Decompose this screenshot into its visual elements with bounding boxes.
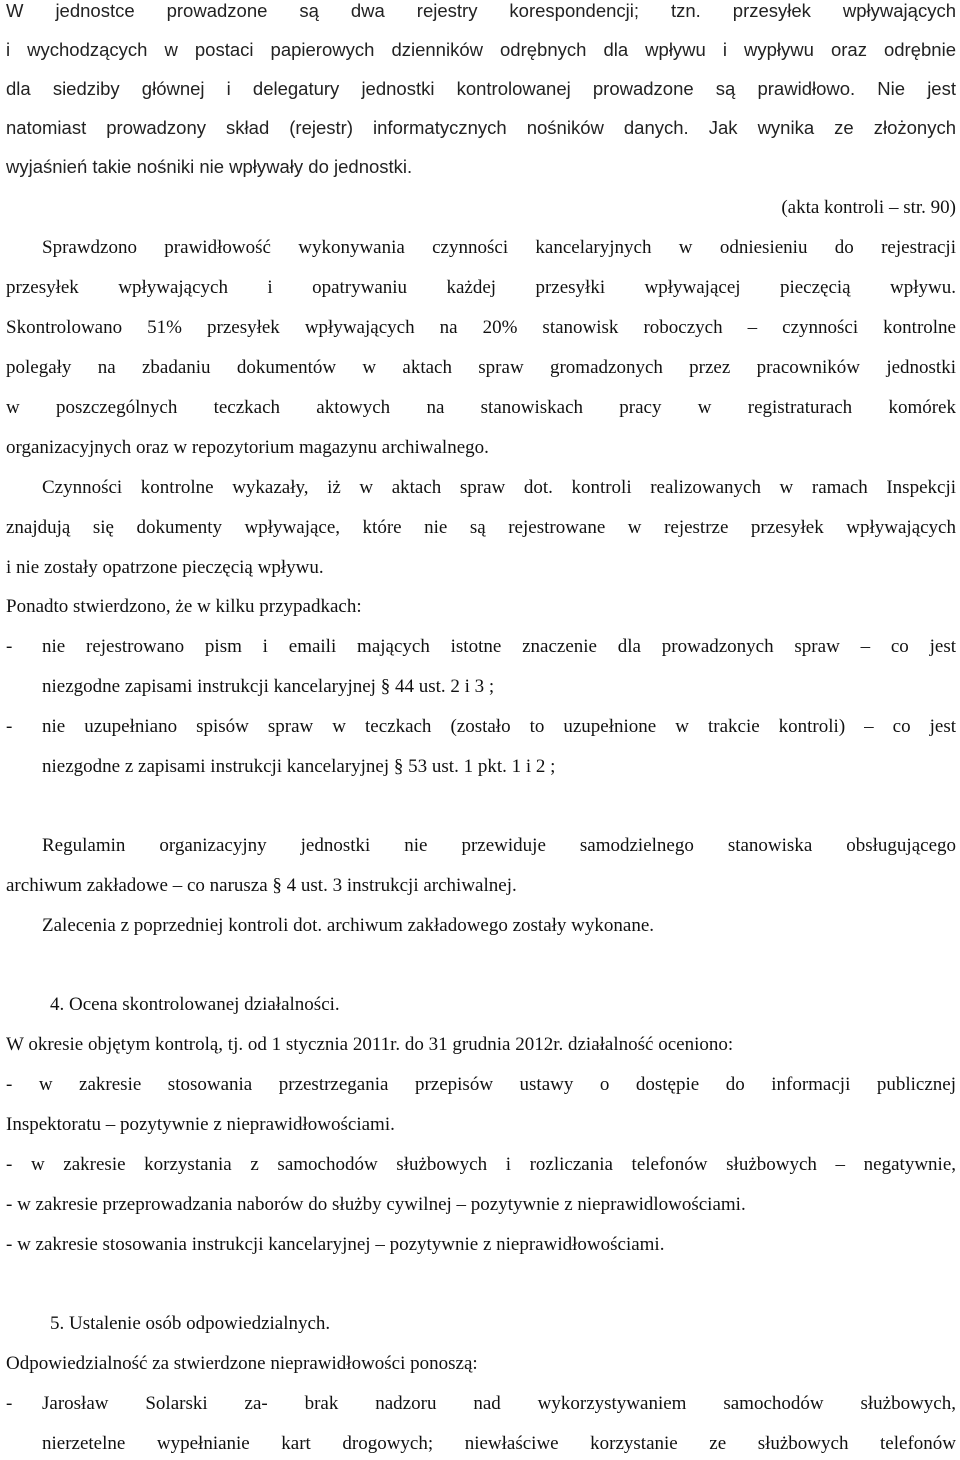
section-heading: 4. Ocena skontrolowanej działalności. <box>50 994 340 1015</box>
list-item <box>6 1390 956 1418</box>
list-dash: - <box>6 636 13 657</box>
paragraph-line: Ponadto stwierdzono, że w kilku przypadkach: <box>6 596 362 617</box>
paragraph-line: Odpowiedzialność za stwierdzone nieprawidłowości ponoszą: <box>6 1353 478 1374</box>
paragraph-line: - w zakresie przeprowadzania naborów do służby cywilnej – pozytywnie z nieprawidlowościami. <box>6 1194 746 1215</box>
list-dash: - <box>6 716 13 737</box>
paragraph-line: Zalecenia z poprzedniej kontroli dot. archiwum zakładowego zostały wykonane. <box>42 915 654 936</box>
paragraph-line: - w zakresie korzystania z samochodów służbowych i rozliczania telefonów służbowych – negatywnie, <box>6 1154 956 1175</box>
paragraph-line: polegały na zbadaniu dokumentów w aktach spraw gromadzonych przez pracowników jednostki <box>6 357 956 378</box>
paragraph-line: Czynności kontrolne wykazały, iż w aktach spraw dot. kontroli realizowanych w ramach Inspekcji <box>42 477 956 498</box>
paragraph-line: Regulamin organizacyjny jednostki nie przewiduje samodzielnego stanowiska obsługującego <box>42 835 956 856</box>
paragraph-line: w poszczególnych teczkach aktowych na stanowiskach pracy w registraturach komórek <box>6 397 956 418</box>
list-item-continuation: niezgodne z zapisami instrukcji kancelaryjnej § 53 ust. 1 pkt. 1 i 2 ; <box>42 756 556 777</box>
paragraph-line: i nie zostały opatrzone pieczęcią wpływu. <box>6 557 324 578</box>
paragraph-line: Sprawdzono prawidłowość wykonywania czynności kancelaryjnych w odniesieniu do rejestracji <box>42 237 956 258</box>
paragraph-line: Skontrolowano 51% przesyłek wpływających na 20% stanowisk roboczych – czynności kontrolne <box>6 317 956 338</box>
paragraph-line: natomiast prowadzony skład (rejestr) informatycznych nośników danych. Jak wynika ze złożonych <box>6 117 956 138</box>
paragraph-line: przesyłek wpływających i opatrywaniu każdej przesyłki wpływającej pieczęcią wpływu. <box>6 277 956 298</box>
paragraph-line: - w zakresie stosowania instrukcji kancelaryjnej – pozytywnie z nieprawidłowościami. <box>6 1234 665 1255</box>
list-item-text: Jarosław Solarski za- brak nadzoru nad wykorzystywaniem samochodów służbowych, <box>42 1393 956 1414</box>
paragraph-line: dla siedziby głównej i delegatury jednostki kontrolowanej prowadzone są prawidłowo. Nie jest <box>6 78 956 99</box>
list-dash: - <box>6 1393 13 1414</box>
paragraph-line: W okresie objętym kontrolą, tj. od 1 stycznia 2011r. do 31 grudnia 2012r. działalność oceniono: <box>6 1034 734 1055</box>
list-item-continuation: niezgodne zapisami instrukcji kancelaryjnej § 44 ust. 2 i 3 ; <box>42 676 495 697</box>
section-heading: 5. Ustalenie osób odpowiedzialnych. <box>50 1313 331 1334</box>
paragraph-line: - w zakresie stosowania przestrzegania przepisów ustawy o dostępie do informacji publicznej <box>6 1074 956 1095</box>
file-reference: (akta kontroli – str. 90) <box>781 197 956 218</box>
list-item <box>6 713 956 741</box>
list-item-continuation: nierzetelne wypełnianie kart drogowych; niewłaściwe korzystanie ze służbowych telefonów <box>42 1433 956 1454</box>
paragraph-line: W jednostce prowadzone są dwa rejestry korespondencji; tzn. przesyłek wpływających <box>6 0 956 21</box>
list-item-text: nie rejestrowano pism i emaili mających istotne znaczenie dla prowadzonych spraw – co jest <box>42 636 956 657</box>
list-item <box>6 633 956 661</box>
paragraph-line: organizacyjnych oraz w repozytorium magazynu archiwalnego. <box>6 437 489 458</box>
paragraph-line: Inspektoratu – pozytywnie z nieprawidłowościami. <box>6 1114 395 1135</box>
list-item-text: nie uzupełniano spisów spraw w teczkach (zostało to uzupełnione w trakcie kontroli) – co jest <box>42 716 956 737</box>
paragraph-line: i wychodzących w postaci papierowych dzienników odrębnych dla wpływu i wypływu oraz odrębnie <box>6 39 956 60</box>
paragraph-line: znajdują się dokumenty wpływające, które nie są rejestrowane w rejestrze przesyłek wpływających <box>6 517 956 538</box>
paragraph-line: archiwum zakładowe – co narusza § 4 ust. 3 instrukcji archiwalnej. <box>6 875 517 896</box>
paragraph-line: wyjaśnień takie nośniki nie wpływały do jednostki. <box>6 156 413 177</box>
